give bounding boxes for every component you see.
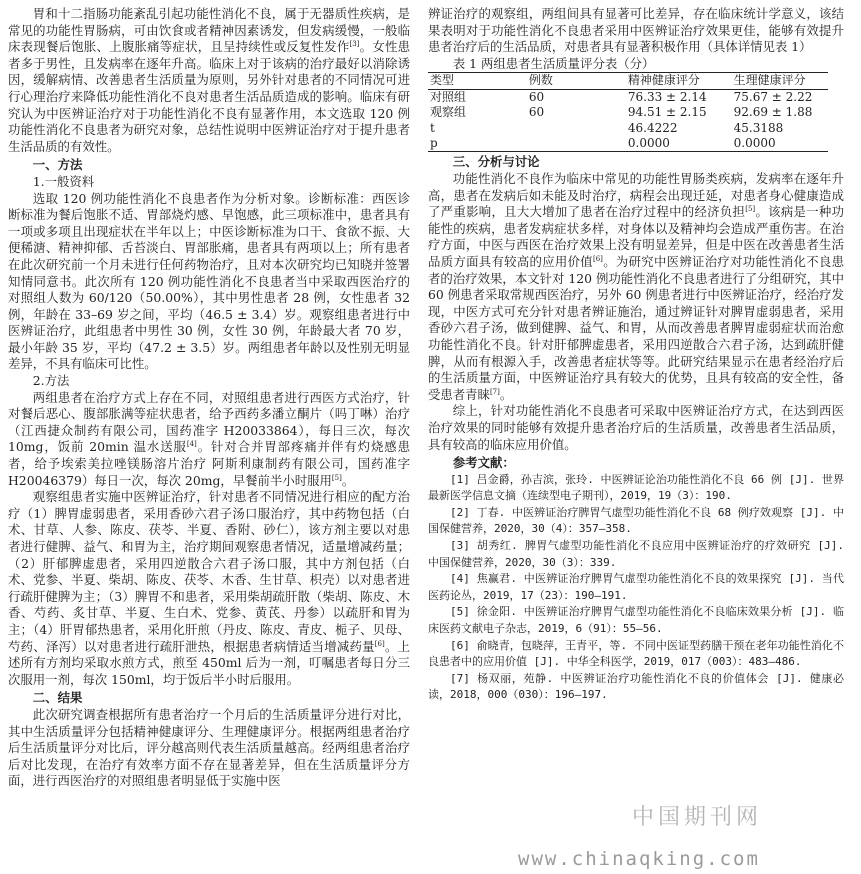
right-column <box>428 6 844 704</box>
table-cell: 92.69 ± 1.88 <box>733 105 813 120</box>
watermark-logo-text: 中国期刊网 <box>632 805 763 830</box>
discussion-paragraph: 功能性消化不良作为临床中常见的功能性胃肠类疾病，发病率在逐年升高，患者在发病后如未能及时治疗，病程会出现迁延，对患者身心健康造成了严重影响，且大大增加了患者在治疗过程中的经济负担[5]。该病是一种功能性的疾病，患者发病症状多样，对身体以及精神均会造成严重伤害。在治疗方面，中医与西医在治疗效果上没有明显差异，但是中医在改善患者生活品质方面具有较高的应用价值[6]。为研究中医辨证治疗对功能性消化不良患者的治疗效果，本文针对 120 例功能性消化不良患者进行了分组研究，其中 60 例患者采取常规西医治疗，另外 60 例患者进行中医辨证治疗，经治疗发现，中医方式可充分针对患者辨证施治，通过辨证针对脾胃虚弱患者，采用香砂六君子汤，做到健脾、益气、和胃，从而改善患者脾胃虚弱症状而治愈功能性消化不良。针对肝郁脾虚患者，采用四逆散合六君子汤，达到疏肝健脾，从而有根源入手，改善患者症状等等。此研究结果显示在患者经治疗后的生活质量方面，中医辨证治疗具有较大的优势，且具有较高的安全性，备受患者青睐[7]。 <box>428 171 845 402</box>
section-heading-discussion: 三、分析与讨论 <box>452 154 540 170</box>
reference-item: [7] 杨双丽，苑静. 中医辨证治疗功能性消化不良的价值体会 [J]. 健康必读，2018，000（030）：196–197. <box>428 671 844 702</box>
citation: [3] <box>349 40 360 49</box>
intro-paragraph: 胃和十二指肠功能紊乱引起功能性消化不良，属于无器质性疾病，是常见的功能性胃肠病，可由饮食或者精神因素诱发，但发病缓慢，一般临床表现餐后饱胀、上腹胀痛等症状，且呈持续性或反复性发作[3]。女性患者多于男性，且发病率在逐年升高。临床上对于该病的治疗最好以消除诱因，缓解病情、改善患者生活质量为原则，另外针对患者的不同情况可进行心理治疗来降低功能性消化不良对患者生活品质造成的影响。临床有研究认为中医辨证治疗对于功能性消化不良有显著作用，本文选取 120 例功能性消化不良患者为研究对象，总结性说明中医辨证治疗对于提升患者生活品质的有效性。 <box>8 6 411 154</box>
table-cell: 60 <box>528 89 545 104</box>
table-cell: 0.0000 <box>627 136 670 150</box>
table-cell: 94.51 ± 2.15 <box>627 105 707 120</box>
table-row <box>428 105 828 120</box>
observation-group-paragraph: 观察组患者实施中医辨证治疗，针对患者不同情况进行相应的配方治疗（1）脾胃虚弱患者，采用香砂六君子汤口服治疗，其中药物包括（白术、甘草、人参、陈皮、茯苓、半夏、香附、砂仁），该方剂主要以对患者进行健脾、益气、和胃为主，治疗期间观察患者情况，适量增减药量；（2）肝郁脾虚患者，采用四逆散合六君子汤口服，其中方剂包括（白术、党参、半夏、柴胡、陈皮、茯苓、木香、生甘草、枳壳）以对患者进行疏肝健脾为主；（3）脾胃不和患者，采用柴胡疏肝散（柴胡、陈皮、木香、芍药、炙甘草、半夏、生白术、党参、黄芪、丹参）以疏肝和胃为主；（4）肝胃郁热患者，采用化肝煎（丹皮、陈皮、青皮、栀子、贝母、芍药、泽泻）以对患者进行疏肝泄热，根据患者病情适当增减药量[6]。上述所有方剂均采取水煎方式，煎至 450ml 后为一剂，叮嘱患者每日分三次服用一剂，每次 150ml，均于饭后半小时后服用。 <box>8 489 411 687</box>
reference-item: [5] 徐金阳. 中医辨证治疗脾胃气虚型功能性消化不良临床效果分析 [J]. 临床医药文献电子杂志，2019，6（91）：55–56. <box>428 605 844 636</box>
table-cell: 60 <box>528 105 545 120</box>
reference-item: [1] 吕金爵，孙吉滨，张玲. 中医辨证论治功能性消化不良 66 例 [J]. 世界最新医学信息文摘（连续型电子期刊），2019，19（3）：190. <box>428 472 844 503</box>
reference-item: [3] 胡秀红. 脾胃气虚型功能性消化不良应用中医辨证治疗的疗效研究 [J]. 中国保健营养，2020，30（3）：339. <box>428 539 844 569</box>
table-cell: 观察组 <box>430 105 467 120</box>
conclusion-paragraph: 综上，针对功能性消化不良患者可采取中医辨证治疗方式，在达到西医治疗效果的同时能够有效提升患者治疗后的生活质量，改善患者生活品质，具有较高的临床应用价值。 <box>428 403 844 452</box>
table-cell <box>527 136 626 152</box>
watermark-url: www.chinaqking.com <box>518 848 760 870</box>
subsection-heading-general: 1.一般资料 <box>32 173 95 189</box>
table-row <box>428 89 828 105</box>
citation: [6] <box>592 254 603 263</box>
reference-list <box>428 472 844 704</box>
table-title: 表 1 两组患者生活质量评分表（分） <box>452 55 655 71</box>
table-row <box>428 136 828 152</box>
reference-item: [6] 俞晓青，包晓萍，王青平，等. 不同中医证型药膳干预在老年功能性消化不良患者中的应用价值 [J]. 中华全科医学，2019，017（003）：483–486. <box>428 638 844 669</box>
table-header-cell: 精神健康评分 <box>627 73 700 88</box>
reference-item: [2] 丁春. 中医辨证治疗脾胃气虚型功能性消化不良 68 例疗效观察 [J]. 中国保健营养，2020，30（4）：357–358. <box>428 505 844 536</box>
references-heading: 参考文献： <box>452 455 515 471</box>
table-cell: 76.33 ± 2.14 <box>627 89 707 104</box>
table-cell: 75.67 ± 2.22 <box>733 89 813 104</box>
table-cell: p <box>430 136 438 150</box>
table-cell: 对照组 <box>430 89 467 104</box>
table-cell: 45.3188 <box>733 120 784 135</box>
table-header-row <box>428 73 828 89</box>
citation: [5] <box>331 473 342 482</box>
section-heading-methods: 一、方法 <box>32 157 83 173</box>
control-group-paragraph: 两组患者在治疗方式上存在不同，对照组患者进行西医方式治疗，针对餐后恶心、腹部胀满等症状患者，给予西药多潘立酮片（吗丁啉）治疗（江西捷众制药有限公司，国药准字 H20033864），每日三次，每次 10mg，饭前 20min 温水送服[4]。针对合并胃部疼痛并伴有灼烧感患者，给予埃索美拉唑镁肠溶片治疗 阿斯利康制药有限公司，国药准字 H20046379）每日一次，每次 20mg，早餐前半小时服用[5]。 <box>8 389 410 488</box>
table-header-cell: 生理健康评分 <box>733 73 806 88</box>
left-column <box>8 6 410 790</box>
citation: [4] <box>186 440 197 449</box>
section-heading-results: 二、结果 <box>32 690 83 706</box>
quality-score-table <box>428 72 828 152</box>
results-continued-paragraph: 辨证治疗的观察组，两组间具有显著可比差异，存在临床统计学意义，该结果表明对于功能性消化不良患者采用中医辨证治疗效果更佳，能够有效提升患者治疗后的生活品质，对患者具有显著积极作用（具体详情见表 1） <box>428 6 844 55</box>
citation: [7] <box>489 387 500 396</box>
table-header-cell: 例数 <box>528 73 553 88</box>
citation: [5] <box>745 205 756 214</box>
table-cell: 46.4222 <box>627 120 678 135</box>
results-paragraph: 此次研究调查根据所有患者治疗一个月后的生活质量评分进行对比，其中生活质量评分包括精神健康评分、生理健康评分。根据两组患者治疗后生活质量评分对比后，评分越高则代表生活质量越高。经两组患者治疗后对比发现，在治疗有效率方面不存在显著差异，但在生活质量评分方面，进行西医治疗的对照组患者明显低于实施中医 <box>8 706 410 789</box>
subsection-heading-method: 2.方法 <box>32 373 70 389</box>
table-cell: 0.0000 <box>733 136 776 150</box>
general-data-paragraph: 选取 120 例功能性消化不良患者作为分析对象。诊断标准：西医诊断标准为餐后饱胀不适、胃部烧灼感、早饱感，此三项标准中，患者具有一项或多项且出现症状在半年以上；中医诊断标准为口干、食欲不振、大便稀溏、精神抑郁、舌苔淡白、胃部胀痛，患者具有两项以上；所有患者在此次研究前一个月未进行任何药物治疗，且对本次研究均已知晓并签署知情同意书。此次所有 120 例功能性消化不良患者当中采取西医治疗的对照组人数为 60/120（50.00%），其中男性患者 28 例，女性患者 32 例，年龄在 33–69 岁之间，平均（46.5 ± 3.4）岁。观察组患者进行中医辨证治疗，此组患者中男性 30 例，女性 30 例，年龄最大者 70 岁，最小年龄 35 岁，平均（47.2 ± 3.5）岁。两组患者年龄以及性别无明显差异，不具有临床可比性。 <box>8 190 410 372</box>
citation: [6] <box>374 639 385 648</box>
table-cell <box>527 121 626 136</box>
table-header-cell: 类型 <box>430 73 455 88</box>
reference-item: [4] 焦赢君. 中医辨证治疗脾胃气虚型功能性消化不良的效果探究 [J]. 当代医药论丛，2019，17（23）：190–191. <box>428 572 844 602</box>
table-cell: t <box>430 120 435 135</box>
table-row <box>428 121 828 136</box>
